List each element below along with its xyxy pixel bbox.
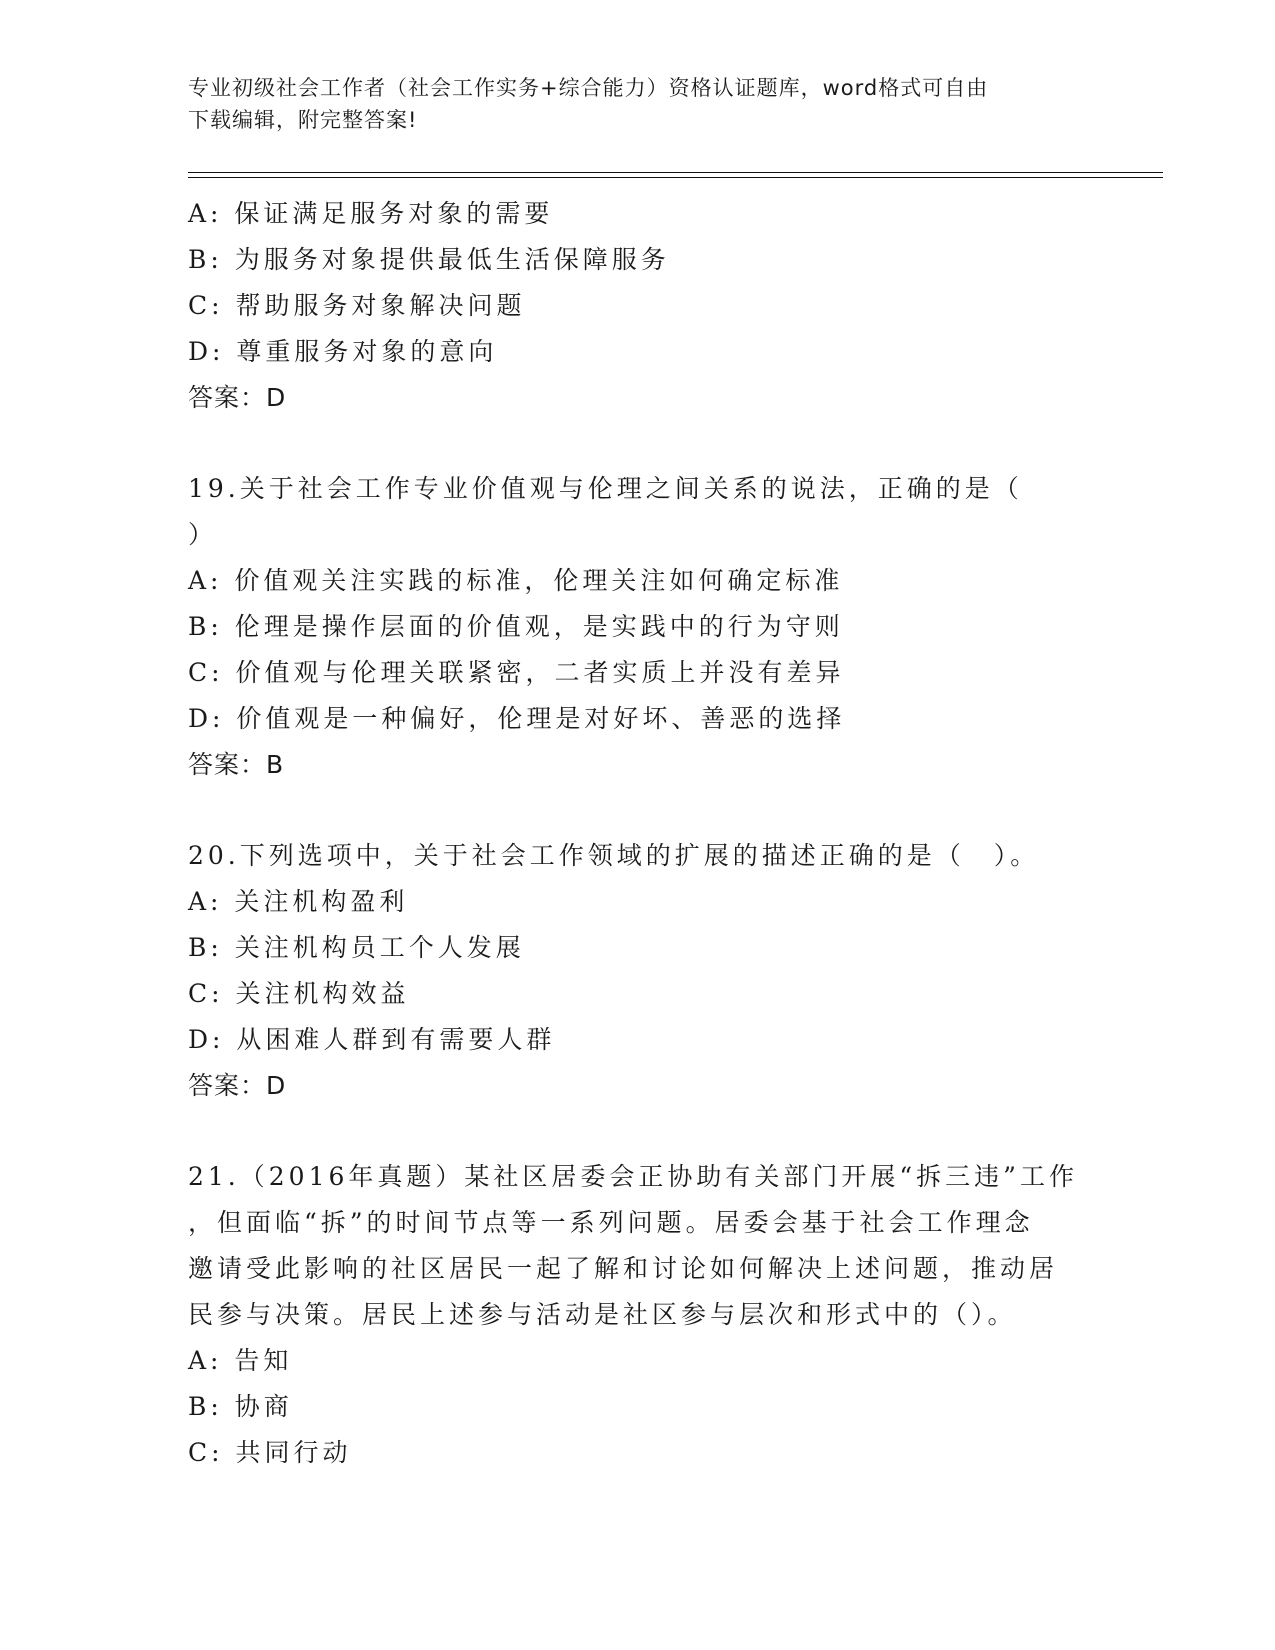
question-18 — [188, 191, 1188, 421]
question-21 — [188, 1154, 1188, 1476]
question-stem: 20.下列选项中，关于社会工作领域的扩展的描述正确的是（ ）。 — [188, 841, 1040, 870]
option-b: B: 关注机构员工个人发展 — [188, 933, 525, 962]
option-c: C: 帮助服务对象解决问题 — [188, 291, 526, 320]
option-d: D: 从困难人群到有需要人群 — [188, 1025, 556, 1054]
option-a: A: 价值观关注实践的标准，伦理关注如何确定标准 — [188, 566, 844, 595]
option-c: C: 共同行动 — [188, 1438, 352, 1467]
question-stem: 21.（2016年真题）某社区居委会正协助有关部门开展“拆三违”工作 — [188, 1162, 1078, 1191]
question-list — [188, 191, 1188, 1476]
document-header — [188, 72, 1088, 136]
answer: 答案：D — [188, 383, 287, 412]
question-19 — [188, 466, 1188, 788]
option-c: C: 价值观与伦理关联紧密，二者实质上并没有差异 — [188, 658, 845, 687]
option-d: D: 尊重服务对象的意向 — [188, 337, 498, 366]
question-stem-continued: 邀请受此影响的社区居民一起了解和讨论如何解决上述问题，推动居 — [188, 1254, 1059, 1283]
option-a: A: 保证满足服务对象的需要 — [188, 199, 554, 228]
question-stem-continued: ，但面临“拆”的时间节点等一系列问题。居委会基于社会工作理念 — [188, 1208, 1034, 1237]
option-c: C: 关注机构效益 — [188, 979, 410, 1008]
header-divider-bottom — [188, 177, 1163, 178]
question-stem-continued: 民参与决策。居民上述参与活动是社区参与层次和形式中的（）。 — [188, 1300, 1017, 1329]
option-d: D: 价值观是一种偏好，伦理是对好坏、善恶的选择 — [188, 704, 846, 733]
option-b: B: 为服务对象提供最低生活保障服务 — [188, 245, 670, 274]
answer: 答案：D — [188, 1071, 287, 1100]
header-line-2: 下载编辑，附完整答案! — [188, 108, 418, 132]
header-line-1: 专业初级社会工作者（社会工作实务+综合能力）资格认证题库，word格式可自由 — [188, 76, 989, 100]
question-20 — [188, 833, 1188, 1109]
question-stem-continued: ） — [188, 520, 218, 549]
header-divider-top — [188, 172, 1163, 173]
question-stem: 19.关于社会工作专业价值观与伦理之间关系的说法，正确的是（ — [188, 474, 1023, 503]
option-b: B: 协商 — [188, 1392, 293, 1421]
option-b: B: 伦理是操作层面的价值观，是实践中的行为守则 — [188, 612, 844, 641]
option-a: A: 关注机构盈利 — [188, 887, 409, 916]
answer: 答案：B — [188, 750, 285, 779]
option-a: A: 告知 — [188, 1346, 293, 1375]
